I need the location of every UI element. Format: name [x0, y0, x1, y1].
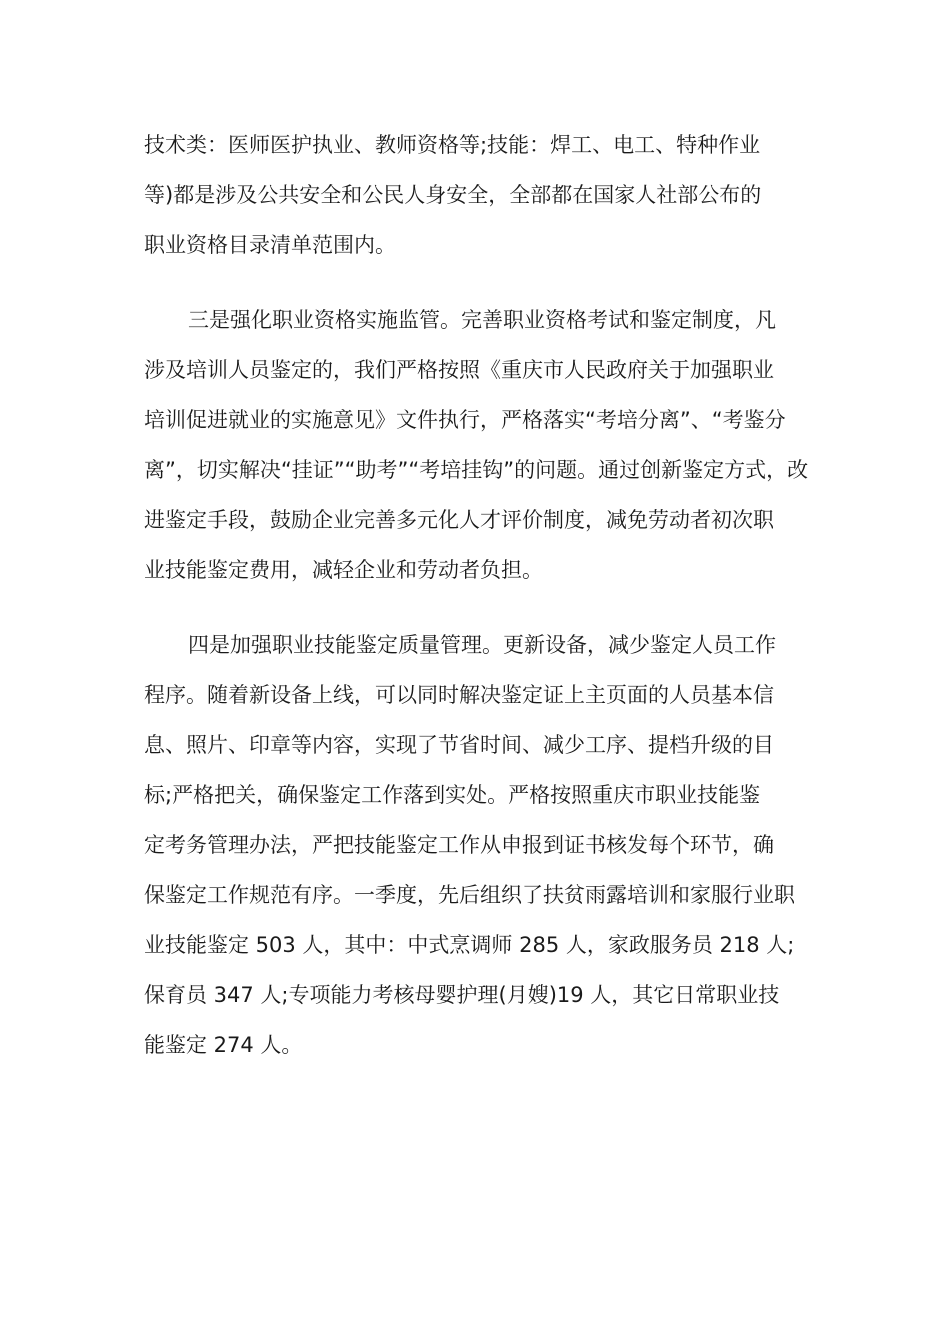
text-line: 培训促进就业的实施意见》文件执行，严格落实“考培分离”、“考鉴分: [144, 408, 786, 432]
text-line: 业技能鉴定 503 人，其中：中式烹调师 285 人，家政服务员 218 人;: [144, 933, 795, 957]
paragraph-four: [144, 620, 808, 1070]
text-line: 三是强化职业资格实施监管。完善职业资格考试和鉴定制度，凡: [188, 308, 776, 332]
text-line: 涉及培训人员鉴定的，我们严格按照《重庆市人民政府关于加强职业: [144, 358, 774, 382]
text-line: 定考务管理办法，严把技能鉴定工作从申报到证书核发每个环节，确: [144, 833, 774, 857]
paragraph-three: [144, 295, 808, 595]
text-line: 程序。随着新设备上线，可以同时解决鉴定证上主页面的人员基本信: [144, 683, 774, 707]
text-line: 息、照片、印章等内容，实现了节省时间、减少工序、提档升级的目: [144, 733, 774, 757]
text-line: 能鉴定 274 人。: [144, 1033, 303, 1057]
paragraph-continued: [144, 120, 808, 270]
text-line: 技术类：医师医护执业、教师资格等;技能：焊工、电工、特种作业: [144, 133, 761, 157]
text-line: 标;严格把关，确保鉴定工作落到实处。严格按照重庆市职业技能鉴: [144, 783, 761, 807]
text-line: 离”，切实解决“挂证”“助考”“考培挂钩”的问题。通过创新鉴定方式，改: [144, 458, 809, 482]
text-line: 四是加强职业技能鉴定质量管理。更新设备，减少鉴定人员工作: [188, 633, 776, 657]
text-line: 职业资格目录清单范围内。: [144, 233, 396, 257]
text-line: 等)都是涉及公共安全和公民人身安全，全部都在国家人社部公布的: [144, 183, 762, 207]
paragraph-spacer: [144, 595, 808, 620]
text-line: 保鉴定工作规范有序。一季度，先后组织了扶贫雨露培训和家服行业职: [144, 883, 795, 907]
text-line: 保育员 347 人;专项能力考核母婴护理(月嫂)19 人，其它日常职业技: [144, 983, 780, 1007]
paragraph-spacer: [144, 270, 808, 295]
text-line: 业技能鉴定费用，减轻企业和劳动者负担。: [144, 558, 543, 582]
document-body: [144, 120, 808, 1070]
text-line: 进鉴定手段，鼓励企业完善多元化人才评价制度，减免劳动者初次职: [144, 508, 774, 532]
